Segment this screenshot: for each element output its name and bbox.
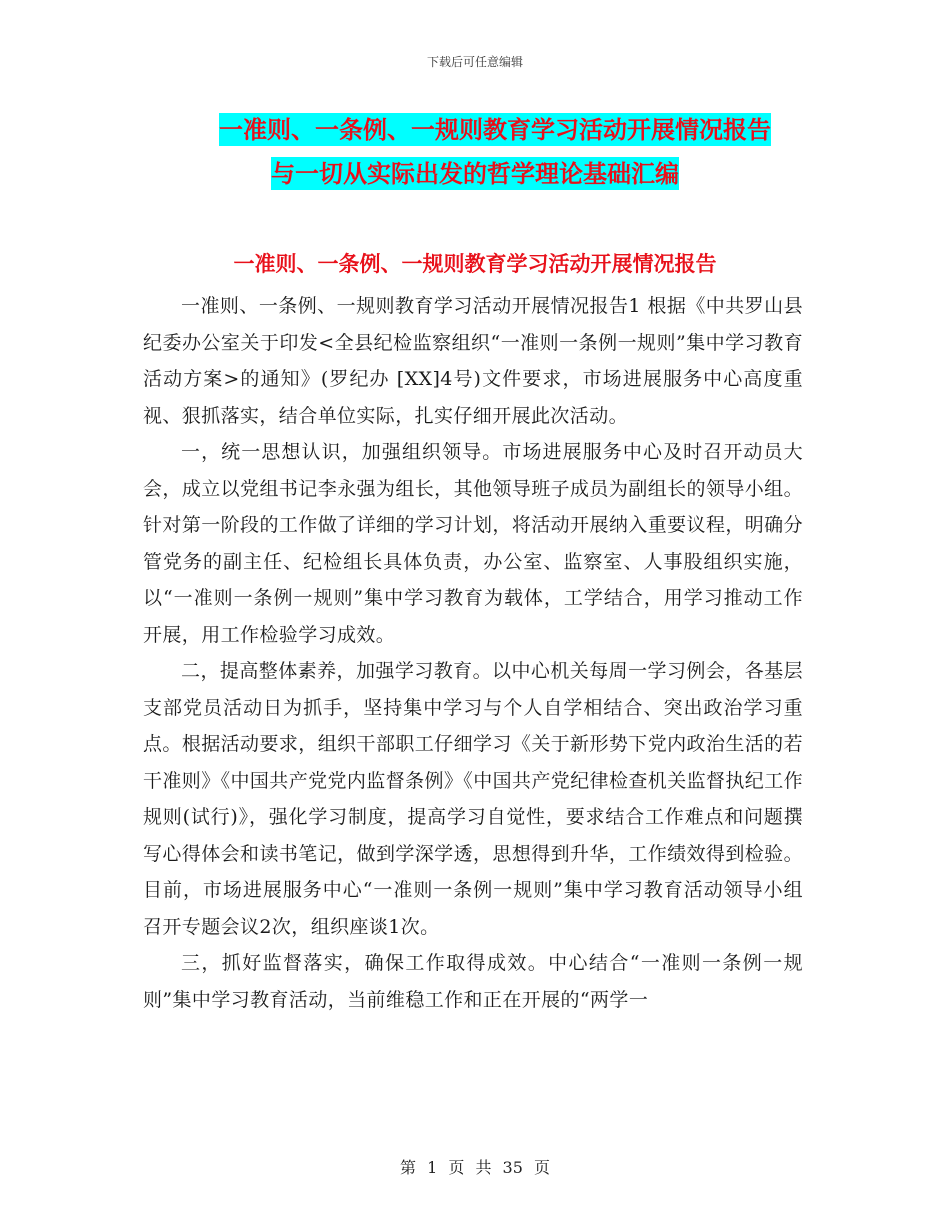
- document-body: [143, 288, 803, 1018]
- paragraph: 一准则、一条例、一规则教育学习活动开展情况报告1 根据《中共罗山县纪委办公室关于印发<全县纪检监察组织“一准则一条例一规则”集中学习教育活动方案>的通知》(罗纪办 [XX]4号)文件要求，市场进展服务中心高度重视、狠抓落实，结合单位实际，扎实仔细开展此次活动。: [143, 295, 803, 427]
- document-title-line-1: [0, 113, 950, 147]
- page-header-note: 下载后可任意编辑: [426, 55, 523, 69]
- paragraph: 一，统一思想认识，加强组织领导。市场进展服务中心及时召开动员大会，成立以党组书记李永强为组长，其他领导班子成员为副组长的领导小组。针对第一阶段的工作做了详细的学习计划，将活动开展纳入重要议程，明确分管党务的副主任、纪检组长具体负责，办公室、监察室、人事股组织实施，以“一准则一条例一规则”集中学习教育为载体，工学结合，用学习推动工作开展，用工作检验学习成效。: [143, 441, 803, 646]
- paragraph: 二，提高整体素养，加强学习教育。以中心机关每周一学习例会，各基层支部党员活动日为抓手，坚持集中学习与个人自学相结合、突出政治学习重点。根据活动要求，组织干部职工仔细学习《关于新形势下党内政治生活的若干准则》《中国共产党党内监督条例》《中国共产党纪律检查机关监督执纪工作规则(试行)》，强化学习制度，提高学习自觉性，要求结合工作难点和问题撰写心得体会和读书笔记，做到学深学透，思想得到升华，工作绩效得到检验。目前，市场进展服务中心“一准则一条例一规则”集中学习教育活动领导小组召开专题会议2次，组织座谈1次。: [143, 660, 804, 938]
- section-title: 一准则、一条例、一规则教育学习活动开展情况报告: [233, 251, 717, 276]
- document-title-line-2-text: 与一切从实际出发的哲学理论基础汇编: [271, 159, 679, 188]
- document-title-line-1-text: 一准则、一条例、一规则教育学习活动开展情况报告: [219, 115, 771, 144]
- paragraph: 三，抓好监督落实，确保工作取得成效。中心结合“一准则一条例一规则”集中学习教育活动，当前维稳工作和正在开展的“两学一: [143, 952, 803, 1011]
- page-number-footer: 第 1 页 共 35 页: [400, 1158, 550, 1177]
- document-title-line-2: [0, 157, 950, 191]
